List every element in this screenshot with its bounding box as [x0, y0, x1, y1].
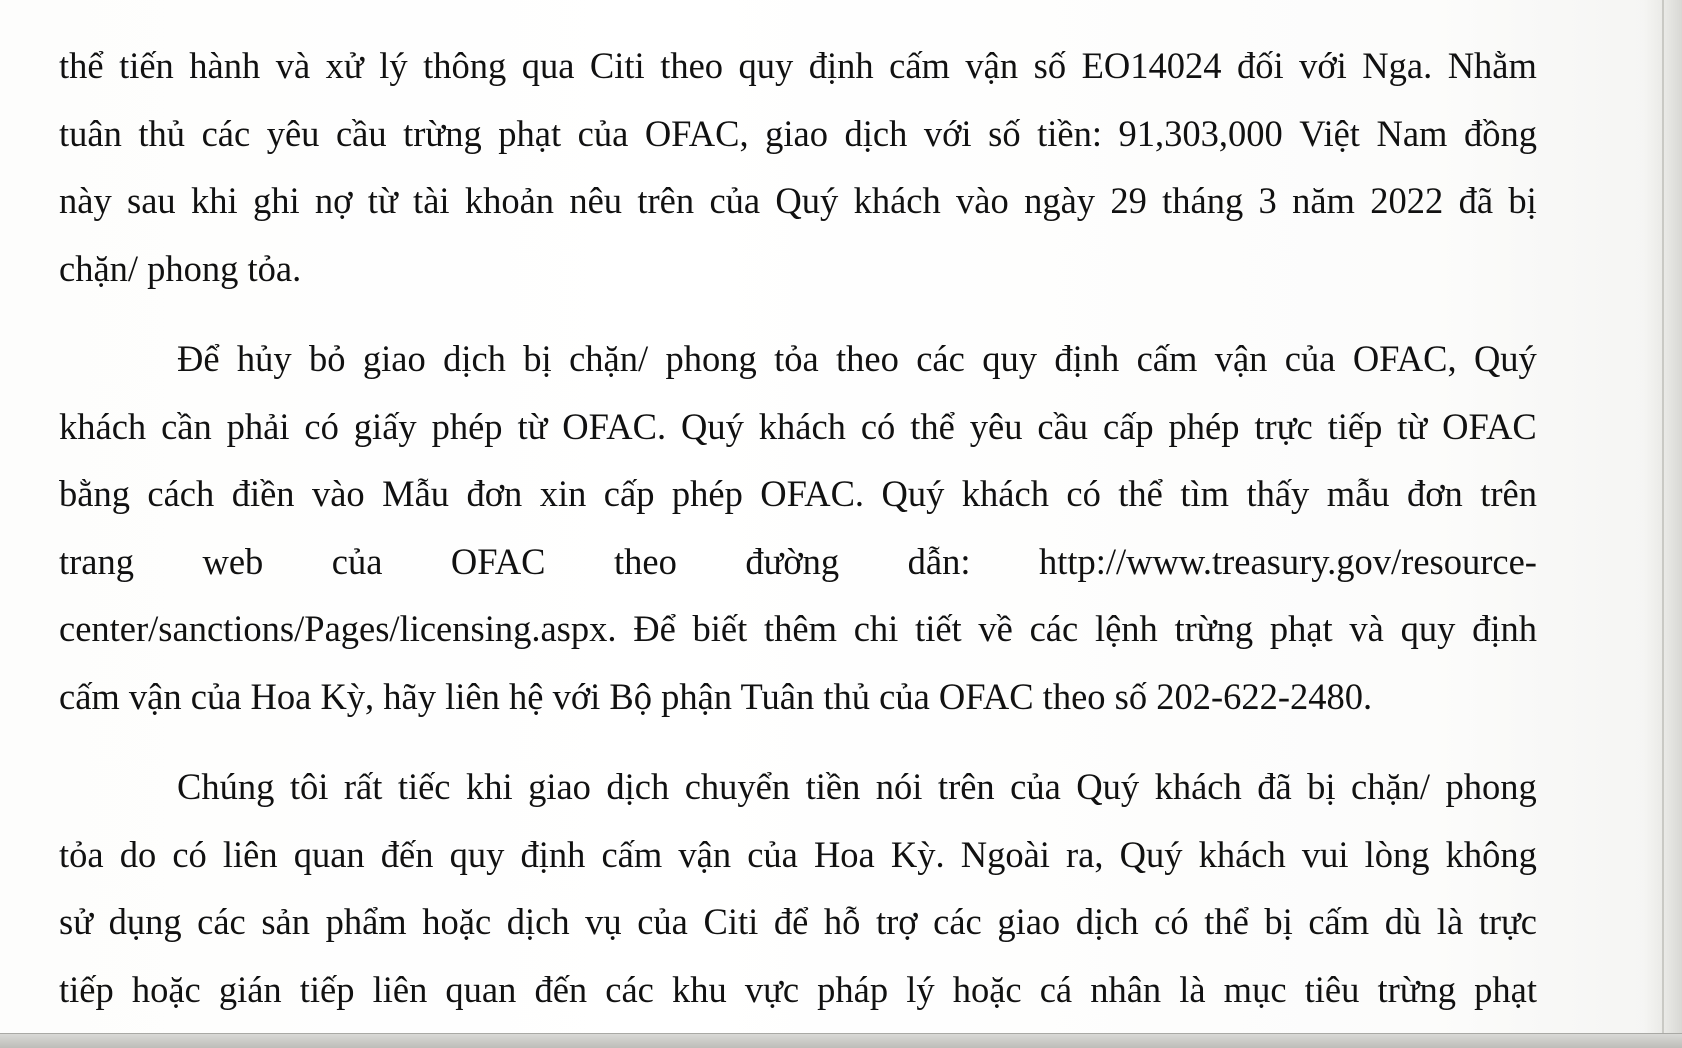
word: OFAC,	[644, 112, 749, 154]
word: dịch	[606, 766, 670, 807]
word: các	[916, 338, 965, 379]
paragraph-1	[59, 32, 1537, 302]
word: nêu	[569, 180, 623, 221]
word: không	[1445, 833, 1537, 875]
word: phép	[1168, 405, 1240, 447]
word: dịch	[844, 112, 908, 154]
text-line	[59, 753, 1537, 821]
word: phạt	[1474, 968, 1537, 1010]
word: theo	[614, 540, 677, 582]
word: các	[201, 112, 251, 154]
word: và	[1349, 608, 1384, 649]
page-edge-line	[1662, 0, 1664, 1048]
word: đơn	[466, 473, 523, 514]
word: trừng	[1377, 968, 1457, 1010]
word: sau	[127, 180, 176, 221]
word: theo	[660, 45, 724, 86]
word: tiếp	[1327, 405, 1383, 447]
word: dịch	[1075, 901, 1139, 942]
word: vào	[311, 473, 365, 514]
word: định	[808, 45, 874, 86]
word: đường	[745, 540, 840, 582]
word: khách	[853, 180, 941, 221]
word: định	[1054, 338, 1120, 379]
word: Quý	[681, 405, 744, 447]
word: của	[331, 540, 383, 582]
word: đối	[1236, 45, 1284, 86]
word: ngày	[1024, 180, 1096, 221]
word: định	[520, 833, 586, 875]
word: đã	[1458, 180, 1494, 221]
paragraph-spacer	[59, 302, 1537, 325]
word: rất	[343, 766, 383, 807]
word: liên	[372, 968, 428, 1010]
word: tìm	[1180, 473, 1229, 514]
word: Kỳ.	[890, 833, 945, 875]
word: đơn	[1407, 473, 1463, 514]
word: bỏ	[309, 338, 346, 379]
word: chặn/	[569, 338, 649, 379]
word: Để	[177, 338, 220, 379]
word: vào	[956, 180, 1009, 221]
word: này	[59, 180, 112, 221]
word: cấp	[603, 473, 655, 514]
word: khách	[59, 405, 147, 447]
word: do	[119, 833, 157, 875]
word: có	[1154, 901, 1189, 942]
word: vận	[965, 45, 1019, 86]
word: là	[1179, 968, 1206, 1010]
word: từ	[367, 180, 398, 221]
word: nợ	[314, 180, 353, 221]
text-line	[59, 595, 1537, 663]
word: tiếp	[59, 968, 114, 1010]
word: mục	[1223, 968, 1287, 1010]
word: phép	[671, 473, 743, 514]
word: tôi	[289, 766, 329, 807]
word: cầu	[1037, 405, 1089, 447]
word: OFAC.	[562, 405, 667, 447]
word: thể	[1118, 473, 1163, 514]
text-line	[59, 956, 1537, 1024]
word: và	[275, 45, 311, 86]
word: 91,303,000	[1118, 112, 1283, 154]
word: khách	[758, 405, 846, 447]
word: các	[1029, 608, 1079, 649]
document-body	[59, 32, 1537, 1023]
word: Citi	[589, 45, 645, 86]
word: dù	[1384, 901, 1422, 942]
word: trang	[59, 540, 134, 582]
text-line	[59, 888, 1537, 956]
word: bị	[1264, 901, 1293, 942]
word: nói	[875, 766, 923, 807]
word: cấm	[601, 833, 663, 875]
word: vực	[744, 968, 800, 1010]
word: khách	[961, 473, 1049, 514]
word: cách	[147, 473, 215, 514]
word: hủy	[236, 338, 292, 379]
word: tỏa	[774, 338, 819, 379]
word: quy	[449, 833, 505, 875]
word: Nga.	[1362, 45, 1433, 86]
word: lòng	[1364, 833, 1430, 875]
word: tiêu	[1304, 968, 1360, 1010]
word: Quý	[775, 180, 839, 221]
word: các	[197, 901, 246, 942]
word: EO14024	[1081, 45, 1222, 86]
word: năm	[1292, 180, 1355, 221]
word: bị	[523, 338, 552, 379]
word: Việt	[1299, 112, 1360, 154]
word: thể	[59, 45, 104, 86]
word: đến	[534, 968, 588, 1010]
word: biết	[692, 608, 748, 649]
word: với	[1299, 45, 1347, 86]
word: tiếp	[299, 968, 355, 1010]
word: trên	[937, 766, 995, 807]
word: có	[172, 833, 207, 875]
word: khu	[671, 968, 727, 1010]
word: trừng	[403, 112, 482, 154]
word: hoặc	[131, 968, 201, 1010]
word: OFAC.	[760, 473, 865, 514]
word: của	[577, 112, 629, 154]
word: dụng	[108, 901, 182, 942]
word: chuyển	[684, 766, 791, 807]
word: số	[1033, 45, 1067, 86]
word: của	[1284, 338, 1336, 379]
text-line	[59, 393, 1537, 461]
word: trên	[1480, 473, 1537, 514]
text-line	[59, 32, 1537, 100]
word: gián	[218, 968, 282, 1010]
word: dịch	[506, 901, 570, 942]
word: của	[709, 180, 761, 221]
word: từ	[1397, 405, 1428, 447]
word: trên	[637, 180, 695, 221]
word: phạt	[1269, 608, 1333, 649]
word: cấp	[1102, 405, 1154, 447]
word: vụ	[585, 901, 622, 942]
word: tiền:	[1037, 112, 1102, 154]
word: thể	[910, 405, 955, 447]
word: OFAC	[450, 540, 546, 582]
word: có	[304, 405, 339, 447]
word: trừng	[1174, 608, 1254, 649]
word: phẩm	[325, 901, 407, 942]
text-line	[59, 528, 1537, 596]
word: quy	[982, 338, 1037, 379]
word: giao	[997, 901, 1061, 942]
word: tiền	[805, 766, 861, 807]
word: quan	[445, 968, 517, 1010]
word: phải	[226, 405, 290, 447]
word: bằng	[59, 473, 130, 514]
word: có	[860, 405, 896, 447]
word: số	[988, 112, 1021, 154]
word: sản	[261, 901, 310, 942]
viewer-bottom-bar	[0, 1033, 1682, 1048]
word: hoặc	[422, 901, 492, 942]
word: phong	[665, 338, 757, 379]
word: dẫn:	[907, 540, 971, 582]
word: có	[1066, 473, 1101, 514]
word: định	[1472, 608, 1537, 649]
word: chặn/	[1351, 766, 1431, 807]
word: tỏa	[59, 833, 104, 875]
word: phong	[1445, 766, 1537, 807]
word: cầu	[335, 112, 387, 154]
word: giao	[765, 112, 828, 154]
text-line	[59, 325, 1537, 393]
word: center/sanctions/Pages/licensing.aspx.	[59, 608, 617, 649]
word: hoặc	[952, 968, 1022, 1010]
word: qua	[521, 45, 575, 86]
word: khách	[1198, 833, 1286, 875]
word: Quý	[881, 473, 945, 514]
word: giấy	[353, 405, 417, 447]
word: OFAC,	[1352, 338, 1457, 379]
word: 29	[1110, 180, 1147, 221]
word: thêm	[764, 608, 837, 649]
word: để	[773, 901, 809, 942]
word: tiến	[119, 45, 174, 86]
word: cấm	[889, 45, 950, 86]
word: tiếc	[397, 766, 451, 807]
word: vận	[678, 833, 732, 875]
word: về	[978, 608, 1013, 649]
word: cấm	[1308, 901, 1370, 942]
word: giao	[362, 338, 426, 379]
word: lý	[379, 45, 408, 86]
word: Quý	[1076, 766, 1140, 807]
paragraph-3	[59, 753, 1537, 1023]
word: quy	[738, 45, 794, 86]
word: thể	[1204, 901, 1249, 942]
word: yêu	[266, 112, 320, 154]
word: tuân	[59, 112, 122, 154]
word: của	[1010, 766, 1061, 807]
word: trợ	[875, 901, 918, 942]
paragraph-spacer	[59, 730, 1537, 753]
word: đã	[1257, 766, 1292, 807]
word: phạt	[498, 112, 562, 154]
text-line	[59, 167, 1537, 235]
word: Để	[633, 608, 676, 649]
paragraph-2	[59, 325, 1537, 730]
word: thông	[423, 45, 507, 86]
word: Nam	[1376, 112, 1448, 154]
word: Mẫu	[382, 473, 450, 514]
word: đến	[380, 833, 434, 875]
word: các	[605, 968, 654, 1010]
word: cấm	[1136, 338, 1198, 379]
word: giao	[528, 766, 591, 807]
word: xử	[325, 45, 364, 86]
word: Hoa	[813, 833, 875, 875]
word: http://www.treasury.gov/resource-	[1038, 540, 1537, 582]
word: quy	[1400, 608, 1456, 649]
text-line	[59, 821, 1537, 889]
word: hành	[189, 45, 261, 86]
word: trực	[1478, 901, 1537, 942]
word: Chúng	[177, 766, 275, 807]
word: mẫu	[1326, 473, 1390, 514]
word: khoản	[464, 180, 555, 221]
word: ghi	[252, 180, 300, 221]
word: là	[1436, 901, 1464, 942]
word: với	[923, 112, 972, 154]
word: trực	[1254, 405, 1313, 447]
word: web	[202, 540, 264, 582]
word: đồng	[1463, 112, 1537, 154]
word: các	[933, 901, 982, 942]
word: của	[747, 833, 798, 875]
word: quan	[293, 833, 365, 875]
word: Ngoài	[960, 833, 1050, 875]
word: pháp	[817, 968, 889, 1010]
word: cá	[1039, 968, 1073, 1010]
word: 2022	[1370, 180, 1444, 221]
word: tháng	[1162, 180, 1244, 221]
word: tài	[413, 180, 450, 221]
word: Citi	[703, 901, 759, 942]
word: theo	[836, 338, 899, 379]
word: bị	[1307, 766, 1336, 807]
word: Quý	[1473, 338, 1537, 379]
word: tiết	[915, 608, 962, 649]
word: lệnh	[1094, 608, 1158, 649]
word: 3	[1258, 180, 1277, 221]
word: khi	[190, 180, 238, 221]
word: vui	[1301, 833, 1349, 875]
word: khi	[465, 766, 513, 807]
word: chi	[853, 608, 899, 649]
text-line: chặn/ phong tỏa.	[59, 247, 302, 289]
word: liên	[222, 833, 278, 875]
word: cần	[161, 405, 212, 447]
word: của	[637, 901, 688, 942]
word: Nhằm	[1447, 45, 1537, 86]
word: xin	[539, 473, 587, 514]
text-line	[59, 100, 1537, 168]
word: dịch	[443, 338, 506, 379]
word: OFAC	[1442, 405, 1537, 447]
word: lý	[906, 968, 935, 1010]
word: vận	[1214, 338, 1268, 379]
word: từ	[517, 405, 548, 447]
word: bị	[1508, 180, 1537, 221]
word: Quý	[1119, 833, 1183, 875]
text-line	[59, 460, 1537, 528]
word: ra,	[1066, 833, 1104, 875]
word: thủ	[138, 112, 186, 154]
word: thấy	[1246, 473, 1310, 514]
text-line: cấm vận của Hoa Kỳ, hãy liên hệ với Bộ phận Tuân thủ của OFAC theo số 202-622-2480.	[59, 675, 1373, 717]
word: phép	[431, 405, 503, 447]
word: yêu	[969, 405, 1023, 447]
word: khách	[1154, 766, 1242, 807]
word: điền	[231, 473, 295, 514]
word: sử	[59, 901, 93, 942]
word: nhân	[1090, 968, 1162, 1010]
word: hỗ	[823, 901, 861, 942]
